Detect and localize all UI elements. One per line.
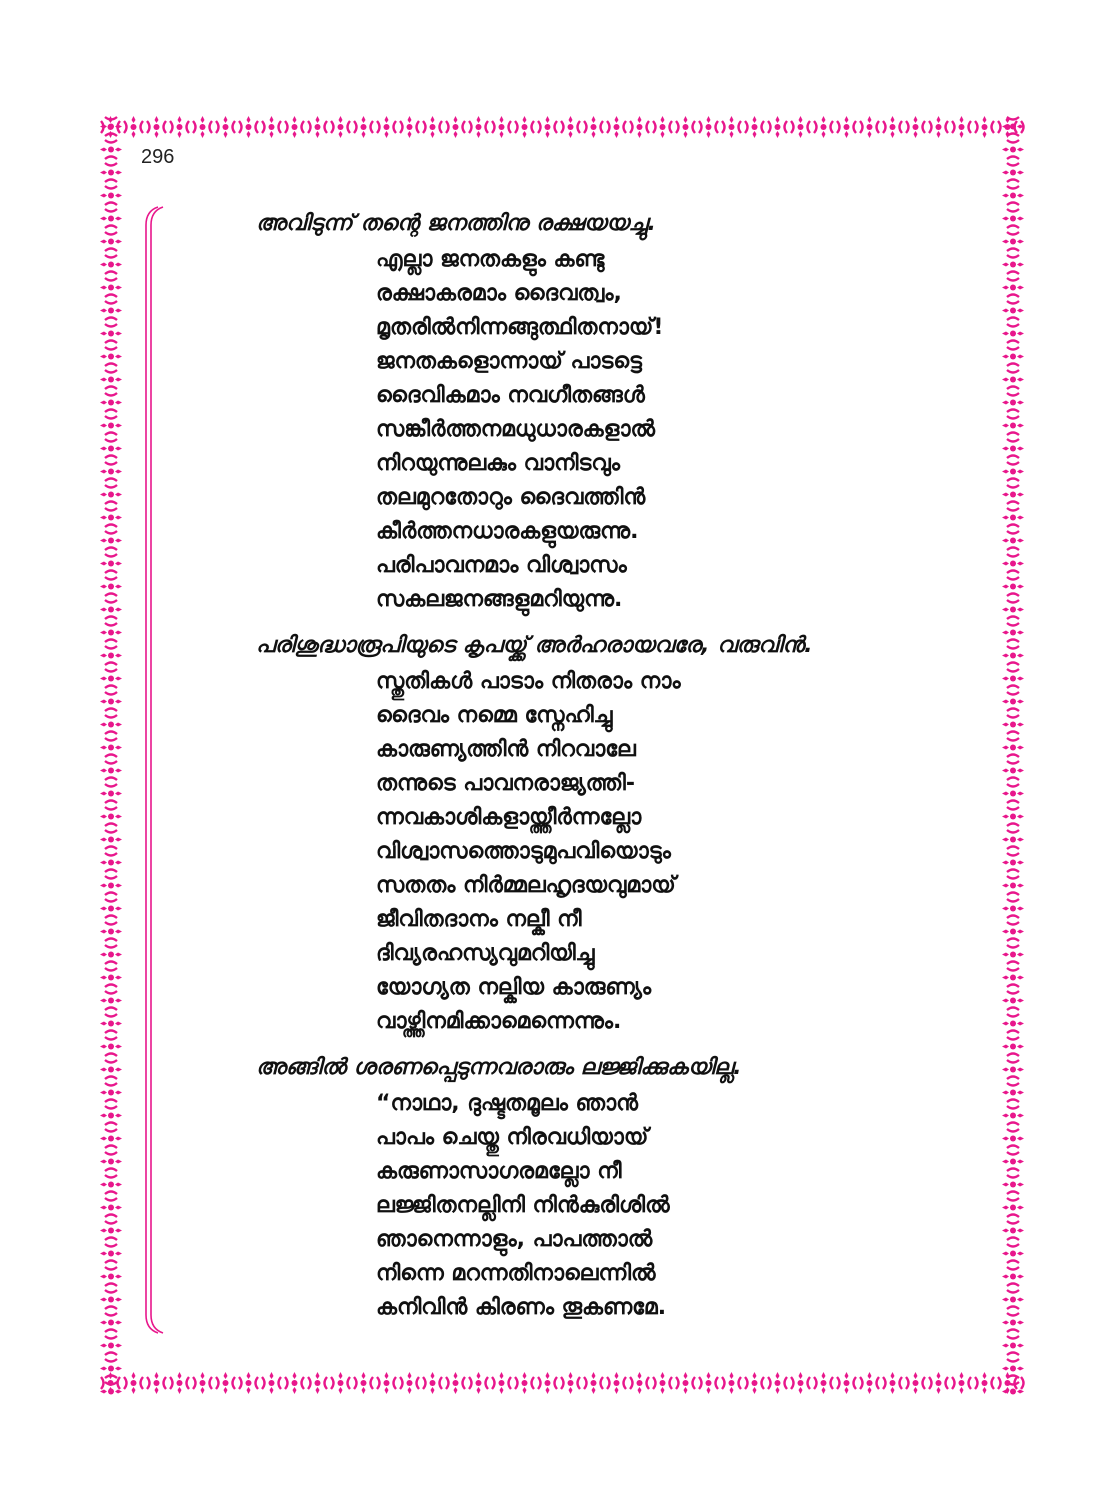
verse-line: തലമുറതോറും ദൈവത്തിൻ (376, 485, 646, 510)
stanza-3 (0, 1049, 1116, 1325)
verse-line: എല്ലാ ജനതകളും കണ്ടു (376, 247, 605, 272)
bottom-floral-border (99, 1371, 1025, 1395)
verse-line: സങ്കീർത്തനമധുധാരകളാൽ (376, 417, 655, 442)
verse-line: സകലജനങ്ങളുമറിയുന്നു. (376, 587, 623, 612)
verse-line: കീർത്തനധാരകളുയരുന്നു. (376, 519, 639, 544)
verse-line: സ്തുതികൾ പാടാം നിതരാം നാം (376, 669, 681, 694)
verse-line: നിന്നെ മറന്നതിനാലെന്നിൽ (376, 1261, 656, 1286)
verse-line: കനിവിൻ കിരണം തൂകണമേ. (376, 1295, 667, 1320)
verse-line: വാഴ്ത്തിനമിക്കാമെന്നെന്നും. (376, 1009, 622, 1034)
verse-line: പരിപാവനമാം വിശ്വാസം (376, 553, 627, 578)
page-number: 296 (141, 146, 175, 168)
verse-line: വിശ്വാസത്തൊടുമുപവിയൊടും (376, 839, 671, 864)
verse-line: സതതം നിർമ്മലഹൃദയവുമായ് (376, 873, 676, 898)
verse-line: കാരുണ്യത്തിൻ നിറവാലേ (376, 737, 636, 762)
verse-line: ജനതകളൊന്നായ് പാടട്ടെ (376, 349, 642, 374)
verse-line: “നാഥാ, ദുഷ്ടതമൂലം ഞാൻ (376, 1091, 639, 1116)
verse-line: ലജ്ജിതനല്ലിനി നിൻകുരിശിൽ (376, 1193, 670, 1218)
verse-line: പാപം ചെയ്തു നിരവധിയായ് (376, 1125, 649, 1150)
verse-line: രക്ഷാകരമാം ദൈവത്വം, (376, 281, 622, 306)
verse-line: ഞാനെന്നാളും, പാപത്താൽ (376, 1227, 653, 1252)
verse-line: തന്നുടെ പാവനരാജ്യത്തി- (376, 771, 635, 796)
antiphon: അവിടുന്ന് തന്റെ ജനത്തിനു രക്ഷയയച്ചു. (256, 211, 656, 236)
stanza-2 (0, 627, 1116, 1039)
antiphon: പരിശുദ്ധാരൂപിയുടെ കൃപയ്ക്ക് അർഹരായവരേ, വരുവിൻ. (256, 633, 813, 658)
verse-line: ദൈവം നമ്മെ സ്നേഹിച്ചു (376, 703, 613, 728)
verse-line: ദിവ്യരഹസ്യവുമറിയിച്ചു (376, 941, 595, 966)
verse-line: ദൈവികമാം നവഗീതങ്ങൾ (376, 383, 645, 408)
verse-line: നിറയുന്നുലകും വാനിടവും (376, 451, 620, 476)
verse-line: ജീവിതദാനം നല്കീ നീ (376, 907, 582, 932)
verse-line: ന്നവകാശികളായ്ത്തീർന്നല്ലോ (376, 805, 642, 830)
verse-line: മൃതരിൽനിന്നങ്ങുത്ഥിതനായ്! (376, 315, 664, 340)
hymn-text (0, 205, 1116, 1335)
stanza-1 (0, 205, 1116, 617)
top-floral-border (99, 115, 1025, 139)
verse-line: യോഗ്യത നല്കിയ കാരുണ്യം (376, 975, 652, 1000)
verse-line: കരുണാസാഗരമല്ലോ നീ (376, 1159, 622, 1184)
antiphon: അങ്ങിൽ ശരണപ്പെടുന്നവരാരും ലജ്ജിക്കുകയില്ല. (256, 1055, 742, 1080)
